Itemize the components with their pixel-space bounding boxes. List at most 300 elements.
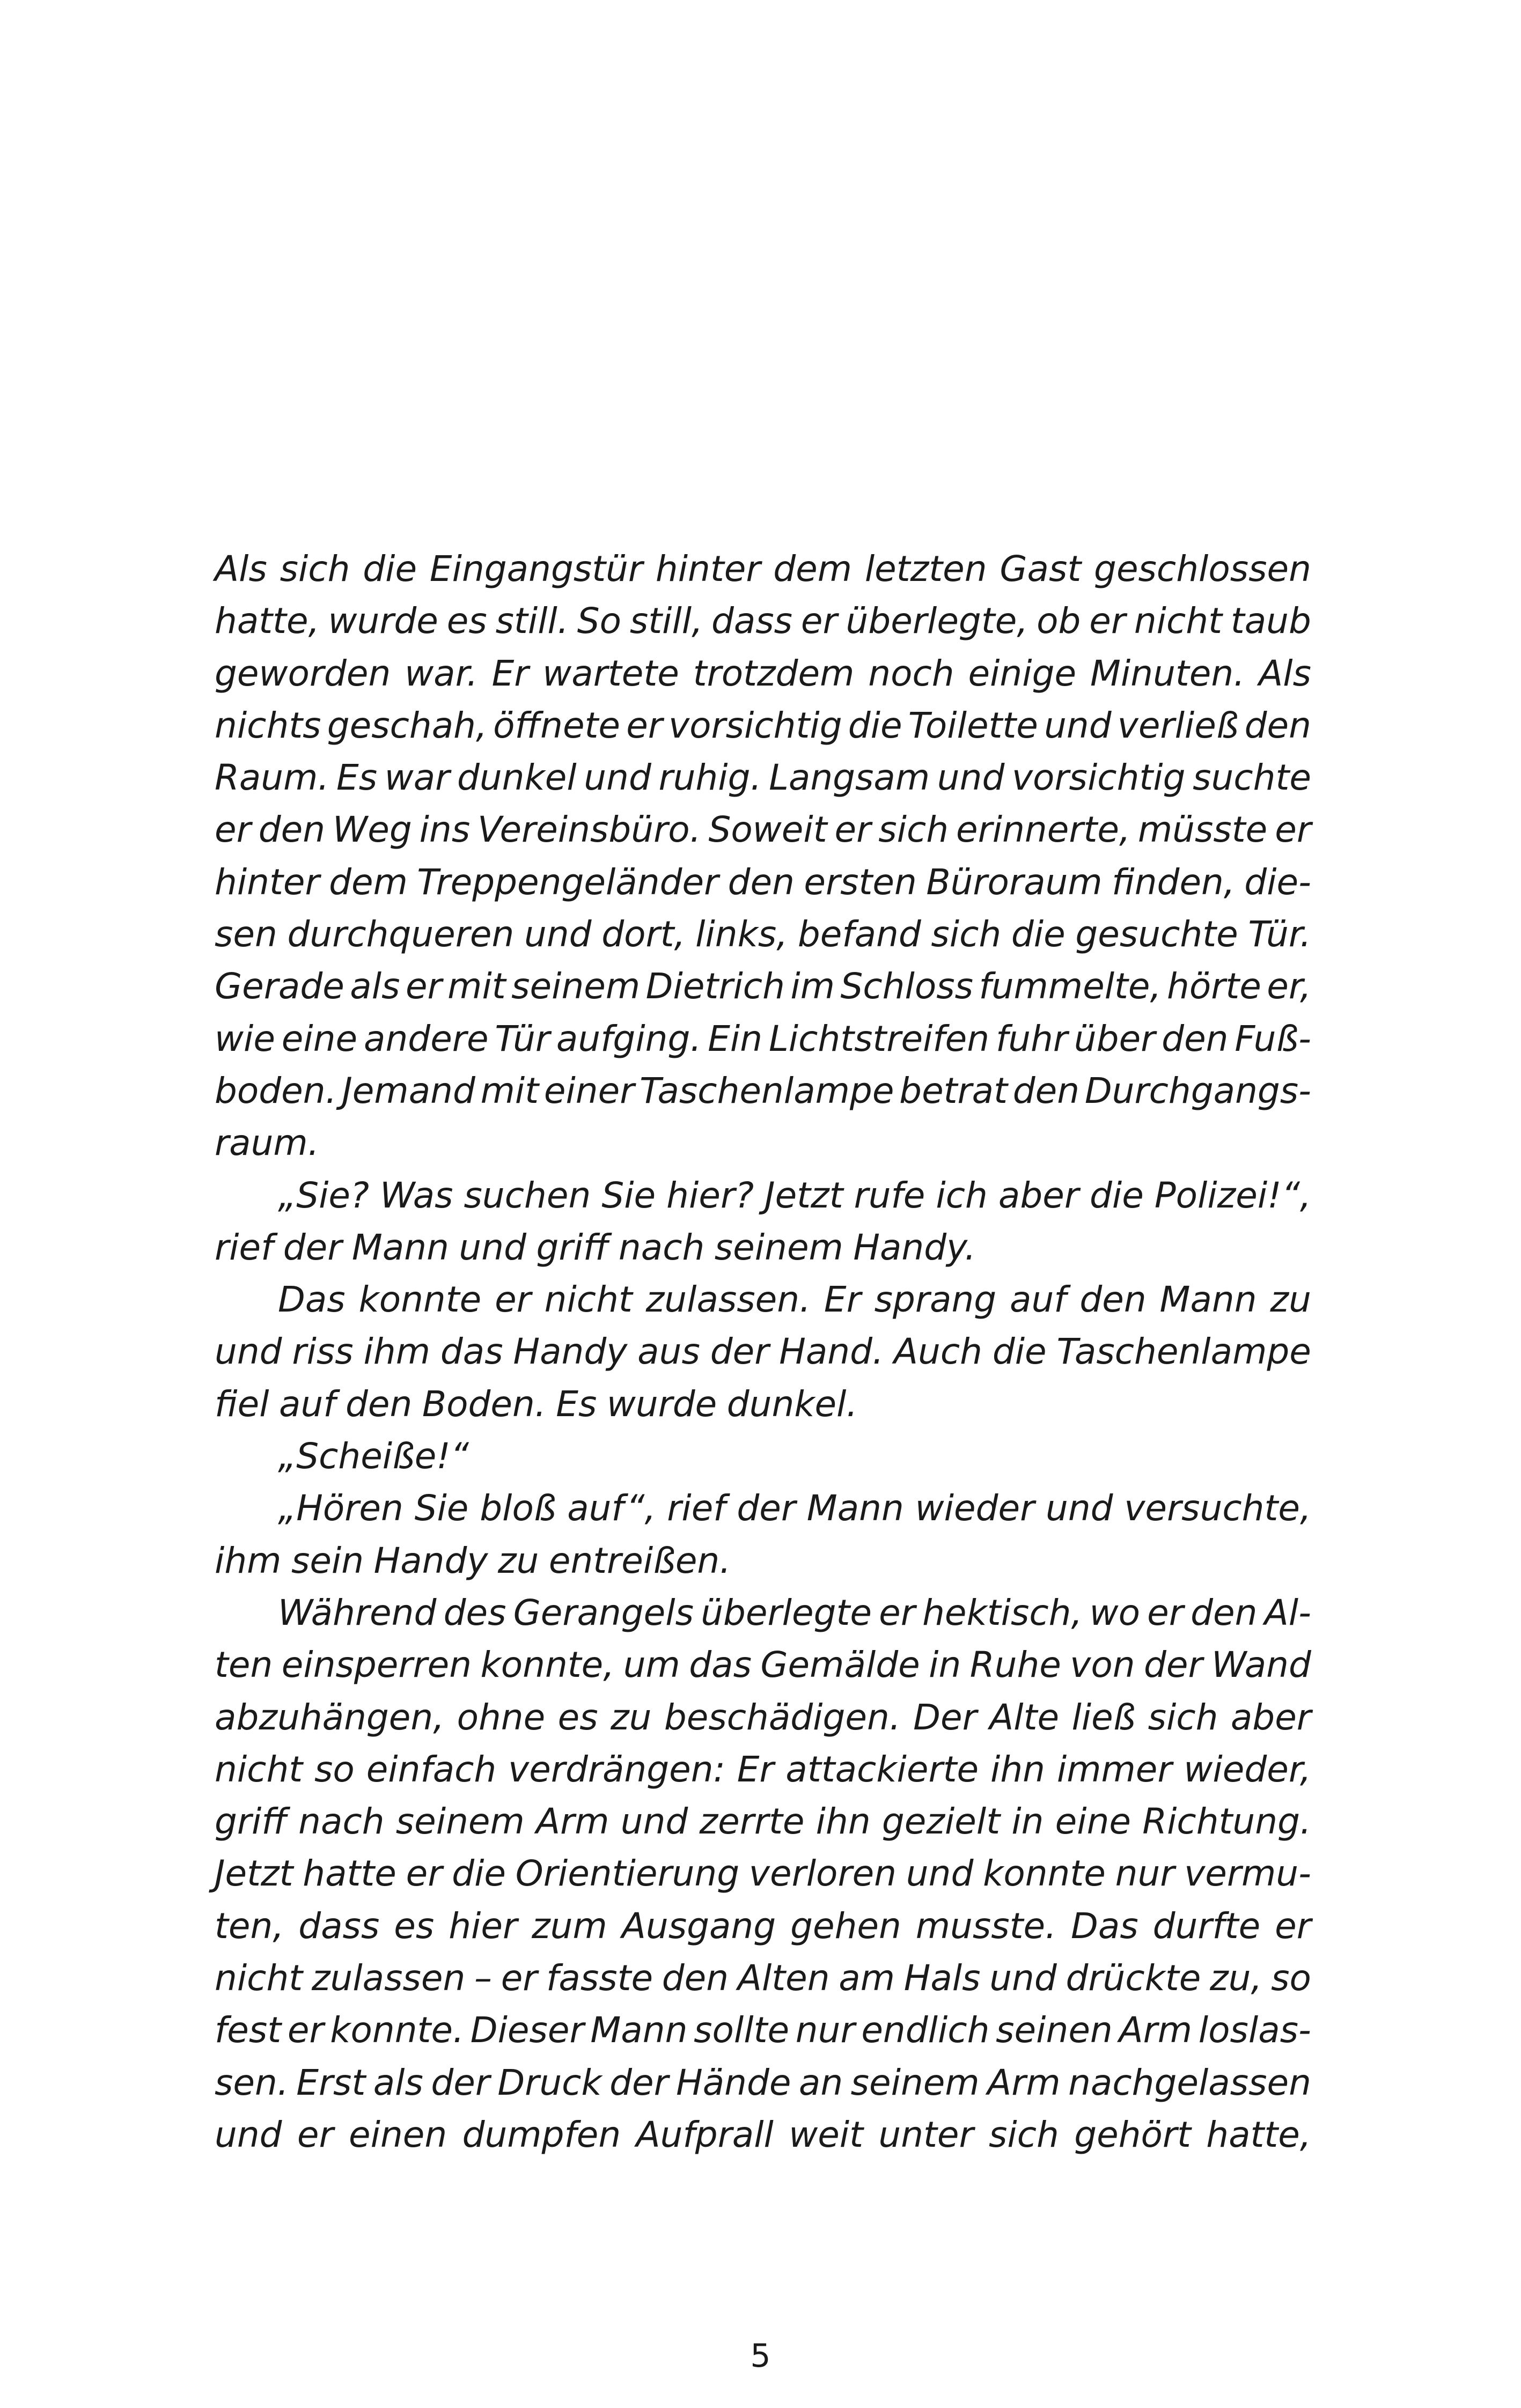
word: hatte,: [215, 600, 320, 642]
word: geschah,: [327, 704, 487, 746]
word: Durchgangs-: [1084, 1070, 1311, 1111]
word: dunkel: [457, 757, 577, 799]
word: durfte: [1152, 1905, 1261, 1947]
word: Sie: [414, 1487, 469, 1529]
text-line: [215, 856, 1311, 908]
word: loslas-: [1198, 2009, 1311, 2051]
text-line: [215, 1325, 1311, 1378]
text-line: [215, 1013, 1311, 1065]
word: still.: [495, 600, 569, 642]
word: wartete: [542, 652, 679, 694]
word: rufe: [854, 1174, 925, 1216]
word: Mann: [1159, 1279, 1257, 1321]
word: ersten: [804, 861, 917, 903]
word: Alten: [737, 1957, 830, 1999]
word: erinnerte,: [956, 809, 1130, 851]
text-line: [215, 1639, 1311, 1691]
text-line: [215, 1169, 1311, 1221]
word: und: [1046, 1487, 1113, 1529]
word: konnte.: [330, 2009, 465, 2051]
word: finden,: [1112, 861, 1235, 903]
word: Eingangstür: [429, 548, 643, 590]
word: zu: [610, 1696, 652, 1738]
word: er,: [1267, 966, 1311, 1007]
text-line: [215, 1535, 1311, 1587]
word: öffnete: [493, 704, 621, 746]
word: hier: [449, 1905, 518, 1947]
word: sollte: [694, 2009, 790, 2051]
word: seinem: [395, 1801, 525, 1843]
word: bloß: [480, 1487, 556, 1529]
word: rief: [215, 1226, 274, 1268]
word: einen: [349, 2114, 447, 2155]
word: er: [495, 1279, 531, 1321]
word: zu: [497, 1540, 539, 1581]
text-line: [215, 1221, 1311, 1273]
word: sich: [931, 914, 1002, 955]
word: mit: [447, 966, 506, 1007]
word: Taschenlampe: [1056, 1331, 1311, 1373]
text-line: [215, 1691, 1311, 1743]
word: er: [800, 600, 837, 642]
word: es: [557, 1696, 598, 1738]
word: Es: [336, 757, 378, 799]
word: Das: [1071, 1905, 1138, 1947]
word: rief: [667, 1487, 726, 1529]
word: fummelte,: [979, 966, 1162, 1007]
word: „Hören: [278, 1487, 403, 1529]
word: der: [431, 2061, 490, 2103]
word: gehört: [1074, 2114, 1191, 2155]
word: verließ: [1117, 704, 1239, 746]
word: Schloss: [840, 966, 973, 1007]
word: seinem: [511, 966, 641, 1007]
word: Mann: [806, 1487, 904, 1529]
word: Wand: [1211, 1644, 1311, 1686]
word: die: [992, 1331, 1047, 1373]
word: der: [609, 2061, 668, 2103]
text-line: [215, 1795, 1311, 1847]
word: ihm: [363, 1331, 430, 1373]
word: Soweit: [708, 809, 827, 851]
word: und: [459, 1226, 526, 1268]
word: Handy.: [853, 1226, 976, 1268]
word: er: [405, 966, 442, 1007]
word: eine: [281, 1018, 358, 1059]
word: seinem: [850, 2061, 980, 2103]
word: mit: [480, 1070, 539, 1111]
word: und: [906, 1853, 974, 1895]
word: den: [1012, 1070, 1080, 1111]
word: Arm: [535, 1801, 609, 1843]
word: und: [524, 914, 592, 955]
text-line: [215, 1378, 1311, 1430]
text-line: [215, 1743, 1311, 1795]
text-line: [215, 1847, 1311, 1899]
word: „Scheiße!“: [278, 1435, 469, 1477]
text-line: [215, 1482, 1311, 1534]
text-line: [215, 1117, 1311, 1169]
word: gesuchte: [1075, 914, 1238, 955]
word: nur: [1115, 1853, 1175, 1895]
word: hörte: [1166, 966, 1261, 1007]
word: war: [384, 757, 450, 799]
word: über: [1074, 1018, 1156, 1059]
word: links,: [695, 914, 788, 955]
word: fest: [215, 2009, 282, 2051]
word: überlegte: [701, 1592, 872, 1633]
word: griff: [215, 1801, 287, 1843]
word: hinter: [655, 548, 761, 590]
word: Hals: [903, 1957, 981, 1999]
word: noch: [868, 652, 954, 694]
word: müsste: [1137, 809, 1268, 851]
word: Büroraum: [926, 861, 1103, 903]
word: die: [452, 1853, 506, 1895]
word: hatte,: [1206, 2114, 1311, 2155]
word: Als: [215, 548, 267, 590]
word: fuhr: [995, 1018, 1068, 1059]
word: in: [1011, 1801, 1044, 1843]
word: er: [406, 1853, 443, 1895]
word: und: [215, 2114, 282, 2155]
word: Mann: [351, 1226, 449, 1268]
word: ihm: [215, 1540, 282, 1581]
word: Handy: [373, 1540, 488, 1581]
text-line: [215, 595, 1311, 647]
word: von: [1070, 1644, 1135, 1686]
word: Es: [556, 1383, 597, 1425]
word: es: [446, 600, 487, 642]
word: verdrängen:: [508, 1748, 725, 1790]
word: Aufprall: [636, 2114, 774, 2155]
word: konnte,: [480, 1644, 615, 1686]
word: der: [283, 1226, 342, 1268]
word: den: [258, 809, 326, 851]
text-line: [215, 647, 1311, 699]
word: den: [346, 1383, 413, 1425]
word: riss: [292, 1331, 354, 1373]
word: geworden: [215, 652, 391, 694]
word: musste.: [915, 1905, 1057, 1947]
word: endlich: [861, 2009, 990, 2051]
word: trotzdem: [693, 652, 855, 694]
word: ihn: [990, 1748, 1045, 1790]
word: zu,: [1210, 1957, 1262, 1999]
word: Tür: [495, 1018, 550, 1059]
word: ruhig.: [658, 757, 762, 799]
word: der: [1144, 1644, 1203, 1686]
word: Dietrich: [645, 966, 785, 1007]
word: den: [1191, 1592, 1258, 1633]
word: dumpfen: [462, 2114, 621, 2155]
word: Toilette: [908, 704, 1038, 746]
word: zulassen.: [645, 1279, 811, 1321]
word: Polizei!“,: [1154, 1174, 1311, 1216]
word: vermu-: [1184, 1853, 1311, 1895]
word: vorsichtig: [1011, 757, 1186, 799]
word: um: [623, 1644, 680, 1686]
word: sen.: [215, 2061, 289, 2103]
word: sich: [878, 809, 949, 851]
word: Richtung.: [1142, 1801, 1311, 1843]
word: den: [1162, 1018, 1229, 1059]
word: den: [1244, 704, 1311, 746]
text-line: [215, 752, 1311, 804]
word: ich: [936, 1174, 988, 1216]
text-line: [215, 2109, 1311, 2161]
text-line: [215, 2057, 1311, 2109]
word: Der: [913, 1696, 977, 1738]
text-line: [215, 960, 1311, 1012]
word: Minuten.: [1090, 652, 1245, 694]
word: nachgelassen: [1068, 2061, 1311, 2103]
text-line: [215, 543, 1311, 595]
word: Orientierung: [515, 1853, 740, 1895]
word: Hände: [676, 2061, 791, 2103]
word: beschädigen.: [664, 1696, 901, 1738]
word: Raum.: [215, 757, 329, 799]
word: unter: [878, 2114, 974, 2155]
word: aufging.: [556, 1018, 702, 1059]
text-line: [215, 1273, 1311, 1325]
word: und: [989, 1957, 1057, 1999]
word: wurde: [328, 600, 438, 642]
word: ließ: [1071, 1696, 1136, 1738]
word: ihn: [815, 1801, 871, 1843]
word: aber: [998, 1174, 1079, 1216]
word: Auch: [893, 1331, 982, 1373]
word: attackierte: [785, 1748, 979, 1790]
word: nicht: [544, 1279, 633, 1321]
text-line: [215, 1952, 1311, 2004]
word: Alte: [989, 1696, 1060, 1738]
word: Treppengeländer: [417, 861, 719, 903]
word: aber: [1230, 1696, 1311, 1738]
word: so: [314, 1748, 355, 1790]
word: er: [834, 809, 871, 851]
word: eine: [1055, 1801, 1131, 1843]
word: ob: [1037, 600, 1081, 642]
word: wieder: [915, 1487, 1035, 1529]
word: in: [929, 1644, 961, 1686]
word: nichts: [215, 704, 321, 746]
word: Tür.: [1248, 914, 1311, 955]
word: auf: [279, 1383, 336, 1425]
text-line: [215, 1587, 1311, 1639]
word: Langsam: [769, 757, 930, 799]
word: Gast: [1000, 548, 1082, 590]
word: Als: [1259, 652, 1311, 694]
word: vorsichtig: [668, 704, 842, 746]
word: an: [798, 2061, 843, 2103]
word: Er: [737, 1748, 774, 1790]
word: Er: [491, 652, 529, 694]
word: ohne: [457, 1696, 546, 1738]
word: verloren: [748, 1853, 897, 1895]
text-line: [215, 908, 1311, 960]
word: im: [790, 966, 835, 1007]
word: dem: [329, 861, 408, 903]
word: sprang: [874, 1279, 997, 1321]
word: boden.: [215, 1070, 337, 1111]
word: dass: [711, 600, 793, 642]
word: einfach: [366, 1748, 497, 1790]
word: er: [879, 1592, 915, 1633]
word: Er: [824, 1279, 861, 1321]
word: Hand.: [779, 1331, 884, 1373]
word: er: [215, 809, 251, 851]
word: Was: [380, 1174, 453, 1216]
word: dem: [773, 548, 853, 590]
word: er: [1275, 1905, 1311, 1947]
word: konnte: [358, 1279, 482, 1321]
word: ten: [215, 1644, 273, 1686]
word: wo: [1089, 1592, 1140, 1633]
word: drückte: [1066, 1957, 1201, 1999]
word: andere: [364, 1018, 489, 1059]
word: dass: [298, 1905, 380, 1947]
word: nach: [298, 1801, 385, 1843]
word: Vereinsbüro.: [477, 809, 701, 851]
word: es: [394, 1905, 435, 1947]
word: sen: [215, 914, 277, 955]
text-line: [215, 699, 1311, 752]
word: Dieser: [470, 2009, 584, 2051]
word: befand: [797, 914, 921, 955]
text-line: [215, 1065, 1311, 1117]
word: dort,: [601, 914, 686, 955]
word: er: [626, 704, 663, 746]
word: Al-: [1264, 1592, 1311, 1633]
word: Ein: [708, 1018, 763, 1059]
word: seinen: [996, 2009, 1113, 2051]
word: nicht: [215, 1957, 303, 1999]
word: seinem: [714, 1226, 843, 1268]
word: Erst: [296, 2061, 366, 2103]
word: den: [728, 861, 795, 903]
word: sich: [989, 2114, 1059, 2155]
word: er: [1147, 1592, 1184, 1633]
word: sich: [1148, 1696, 1218, 1738]
word: entreißen.: [548, 1540, 731, 1581]
word: den: [662, 1957, 729, 1999]
word: hatte: [303, 1853, 396, 1895]
word: die: [363, 548, 417, 590]
word: hektisch,: [922, 1592, 1083, 1633]
word: den: [1079, 1279, 1147, 1321]
word: –: [474, 1957, 493, 1999]
word: Jetzt: [215, 1853, 293, 1895]
word: er: [297, 2114, 334, 2155]
word: sein: [291, 1540, 364, 1581]
word: hier?: [666, 1174, 754, 1216]
word: zerrte: [699, 1801, 805, 1843]
word: betrat: [899, 1070, 1008, 1111]
word: nicht: [1134, 600, 1223, 642]
word: Taschenlampe: [640, 1070, 894, 1111]
word: letzten: [864, 548, 987, 590]
word: raum.: [215, 1122, 319, 1164]
word: Jetzt: [765, 1174, 843, 1216]
word: der: [710, 1331, 769, 1373]
word: nur: [795, 2009, 855, 2051]
word: als: [350, 966, 400, 1007]
word: fasste: [546, 1957, 653, 1999]
word: Lichtstreifen: [768, 1018, 990, 1059]
word: griff: [536, 1226, 609, 1268]
word: gehen: [790, 1905, 901, 1947]
word: dunkel.: [726, 1383, 858, 1425]
word: Fuß-: [1235, 1018, 1311, 1059]
word: einige: [968, 652, 1077, 694]
word: die-: [1244, 861, 1311, 903]
word: als: [373, 2061, 423, 2103]
word: sich: [280, 548, 350, 590]
word: taub: [1230, 600, 1311, 642]
text-line: [215, 1430, 1311, 1482]
word: zulassen: [311, 1957, 466, 1999]
page-number: 5: [750, 2337, 771, 2375]
word: er: [501, 1957, 538, 1999]
word: er: [1089, 600, 1126, 642]
word: zum: [532, 1905, 607, 1947]
word: Gemälde: [760, 1644, 920, 1686]
word: Arm: [987, 2061, 1061, 2103]
word: überlegte,: [846, 600, 1028, 642]
word: am: [839, 1957, 895, 1999]
word: war.: [405, 652, 478, 694]
word: weit: [789, 2114, 864, 2155]
word: und: [937, 757, 1005, 799]
word: aus: [637, 1331, 700, 1373]
word: Weg: [332, 809, 412, 851]
word: einsperren: [281, 1644, 472, 1686]
word: Sie: [601, 1174, 656, 1216]
word: und: [584, 757, 651, 799]
body-text: [215, 543, 1311, 2161]
word: fiel: [215, 1383, 269, 1425]
word: suchte: [1193, 757, 1311, 799]
word: die: [1089, 1174, 1144, 1216]
word: Gerade: [215, 966, 344, 1007]
word: nach: [618, 1226, 705, 1268]
word: durchqueren: [287, 914, 515, 955]
word: die: [1011, 914, 1066, 955]
text-line: [215, 1900, 1311, 1952]
word: gezielt: [881, 1801, 1001, 1843]
word: Gerangels: [513, 1592, 694, 1633]
word: Jemand: [342, 1070, 475, 1111]
word: und: [1044, 704, 1112, 746]
word: auf: [1010, 1279, 1067, 1321]
word: Druck: [497, 2061, 602, 2103]
word: still,: [629, 600, 703, 642]
text-line: [215, 804, 1311, 856]
word: So: [577, 600, 621, 642]
word: Handy: [513, 1331, 628, 1373]
word: und: [215, 1331, 282, 1373]
word: konnte: [983, 1853, 1106, 1895]
word: hinter: [215, 861, 320, 903]
word: Ruhe: [969, 1644, 1061, 1686]
word: Ausgang: [621, 1905, 776, 1947]
word: so: [1271, 1957, 1311, 1999]
word: die: [848, 704, 902, 746]
word: ten,: [215, 1905, 284, 1947]
word: abzuhängen,: [215, 1696, 445, 1738]
text-line: [215, 2004, 1311, 2056]
